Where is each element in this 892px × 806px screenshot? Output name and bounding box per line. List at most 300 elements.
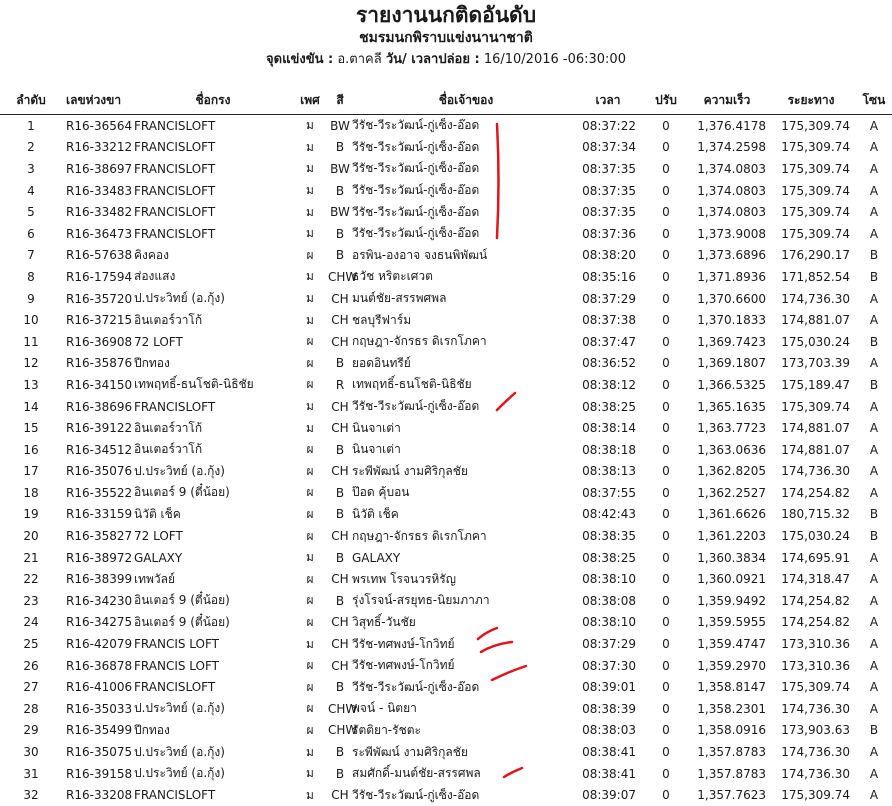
cell-speed: 1,359.9492 [688, 590, 772, 612]
cell-loft: FRANCISLOFT [134, 676, 292, 698]
cell-speed: 1,370.1833 [688, 309, 772, 331]
cell-time: 08:38:41 [580, 763, 644, 785]
cell-sex: ม [292, 396, 328, 418]
cell-loft: ป.ประวิทย์ (อ.กุ้ง) [134, 288, 292, 310]
cell-zone: A [856, 396, 892, 418]
cell-ring: R16-34512 [62, 439, 134, 461]
cell-ring: R16-38696 [62, 396, 134, 418]
table-row [0, 245, 892, 267]
cell-distance: 175,309.74 [772, 396, 856, 418]
cell-zone: A [856, 461, 892, 483]
cell-time: 08:38:03 [580, 720, 644, 742]
table-row [0, 568, 892, 590]
cell-loft: FRANCISLOFT [134, 784, 292, 806]
cell-adjust: 0 [644, 439, 688, 461]
cell-ring: R16-34275 [62, 612, 134, 634]
cell-distance: 180,715.32 [772, 504, 856, 526]
cell-zone: A [856, 763, 892, 785]
cell-loft: ปีกทอง [134, 720, 292, 742]
cell-time: 08:38:18 [580, 439, 644, 461]
cell-loft: ปีกทอง [134, 353, 292, 375]
cell-ring: R16-33208 [62, 784, 134, 806]
cell-rank: 14 [0, 396, 62, 418]
cell-sex: ม [292, 417, 328, 439]
cell-sex: ผ [292, 353, 328, 375]
cell-zone: A [856, 741, 892, 763]
table-row [0, 525, 892, 547]
cell-loft: FRANCISLOFT [134, 158, 292, 180]
cell-owner: รุ่งโรจน์-สรยุทธ-นิยมภาภา [352, 590, 580, 612]
cell-ring: R16-36473 [62, 223, 134, 245]
cell-time: 08:38:41 [580, 741, 644, 763]
cell-speed: 1,362.8205 [688, 461, 772, 483]
col-loft: ชื่อกรง [134, 86, 292, 115]
cell-adjust: 0 [644, 245, 688, 267]
cell-owner: รัตติยา-รัชตะ [352, 720, 580, 742]
cell-time: 08:38:10 [580, 568, 644, 590]
cell-color: B [328, 590, 352, 612]
cell-time: 08:37:47 [580, 331, 644, 353]
cell-sex: ผ [292, 331, 328, 353]
cell-sex: ผ [292, 568, 328, 590]
cell-sex: ม [292, 158, 328, 180]
cell-speed: 1,365.1635 [688, 396, 772, 418]
cell-adjust: 0 [644, 741, 688, 763]
cell-sex: ผ [292, 676, 328, 698]
cell-distance: 174,881.07 [772, 417, 856, 439]
cell-distance: 175,309.74 [772, 158, 856, 180]
cell-owner: สมศักดิ์-มนต์ชัย-สรรศพล [352, 763, 580, 785]
cell-time: 08:37:36 [580, 223, 644, 245]
cell-distance: 173,903.63 [772, 720, 856, 742]
cell-rank: 16 [0, 439, 62, 461]
cell-owner: พจน์ - นิตยา [352, 698, 580, 720]
cell-speed: 1,370.6600 [688, 288, 772, 310]
cell-loft: อินเตอร์ 9 (ตี๋น้อย) [134, 612, 292, 634]
cell-sex: ม [292, 223, 328, 245]
cell-ring: R16-35075 [62, 741, 134, 763]
cell-sex: ม [292, 115, 328, 137]
cell-owner: ป๊อด คุ้บอน [352, 482, 580, 504]
report-title: รายงานนกติดอันดับ [0, 0, 892, 28]
cell-rank: 6 [0, 223, 62, 245]
cell-distance: 175,309.74 [772, 115, 856, 137]
table-row [0, 504, 892, 526]
cell-time: 08:42:43 [580, 504, 644, 526]
cell-adjust: 0 [644, 201, 688, 223]
cell-distance: 174,318.47 [772, 568, 856, 590]
table-row [0, 374, 892, 396]
cell-loft: ป.ประวิทย์ (อ.กุ้ง) [134, 741, 292, 763]
cell-owner: วีรัช-วีระวัฒน์-กู่เซ็ง-อ๊อด [352, 223, 580, 245]
table-row [0, 482, 892, 504]
cell-speed: 1,369.7423 [688, 331, 772, 353]
cell-sex: ม [292, 784, 328, 806]
cell-color: CHW [328, 266, 352, 288]
cell-rank: 30 [0, 741, 62, 763]
cell-time: 08:38:13 [580, 461, 644, 483]
cell-adjust: 0 [644, 698, 688, 720]
cell-color: CH [328, 461, 352, 483]
cell-speed: 1,357.8783 [688, 763, 772, 785]
cell-owner: วิสุทธิ์-วันชัย [352, 612, 580, 634]
cell-rank: 22 [0, 568, 62, 590]
cell-time: 08:39:01 [580, 676, 644, 698]
cell-ring: R16-35876 [62, 353, 134, 375]
cell-speed: 1,373.6896 [688, 245, 772, 267]
cell-ring: R16-33483 [62, 180, 134, 202]
cell-adjust: 0 [644, 331, 688, 353]
cell-owner: วีรัช-วีระวัฒน์-กู่เซ็ง-อ๊อด [352, 201, 580, 223]
cell-rank: 19 [0, 504, 62, 526]
table-row [0, 331, 892, 353]
cell-time: 08:38:14 [580, 417, 644, 439]
cell-rank: 12 [0, 353, 62, 375]
cell-rank: 11 [0, 331, 62, 353]
cell-time: 08:37:35 [580, 180, 644, 202]
cell-zone: A [856, 784, 892, 806]
cell-sex: ม [292, 201, 328, 223]
cell-zone: A [856, 482, 892, 504]
cell-distance: 174,881.07 [772, 439, 856, 461]
cell-distance: 175,189.47 [772, 374, 856, 396]
cell-loft: FRANCIS LOFT [134, 655, 292, 677]
cell-adjust: 0 [644, 158, 688, 180]
cell-speed: 1,374.0803 [688, 201, 772, 223]
cell-rank: 3 [0, 158, 62, 180]
cell-speed: 1,357.8783 [688, 741, 772, 763]
cell-rank: 31 [0, 763, 62, 785]
cell-loft: อินเตอร์ 9 (ตี๋น้อย) [134, 482, 292, 504]
cell-speed: 1,358.8147 [688, 676, 772, 698]
table-row [0, 461, 892, 483]
cell-distance: 171,852.54 [772, 266, 856, 288]
cell-rank: 2 [0, 137, 62, 159]
cell-owner: วีรัช-วีระวัฒน์-กู่เซ็ง-อ๊อด [352, 396, 580, 418]
cell-owner: ระพีพัฒน์ งามศิริกุลชัย [352, 741, 580, 763]
cell-sex: ม [292, 633, 328, 655]
release-info [0, 50, 892, 70]
cell-owner: อรพิน-องอาจ จงธนพิพัฒน์ [352, 245, 580, 267]
cell-speed: 1,369.1807 [688, 353, 772, 375]
cell-rank: 28 [0, 698, 62, 720]
cell-loft: ส่องแสง [134, 266, 292, 288]
cell-ring: R16-35076 [62, 461, 134, 483]
table-row [0, 115, 892, 137]
cell-color: CH [328, 309, 352, 331]
cell-ring: R16-38972 [62, 547, 134, 569]
col-sex: เพศ [292, 86, 328, 115]
cell-loft: FRANCISLOFT [134, 180, 292, 202]
cell-ring: R16-33159 [62, 504, 134, 526]
cell-owner: ยอดอินทรีย์ [352, 353, 580, 375]
cell-color: CH [328, 396, 352, 418]
cell-time: 08:38:10 [580, 612, 644, 634]
table-row [0, 180, 892, 202]
cell-distance: 175,309.74 [772, 784, 856, 806]
cell-speed: 1,366.5325 [688, 374, 772, 396]
cell-sex: ม [292, 763, 328, 785]
cell-rank: 15 [0, 417, 62, 439]
table-row [0, 741, 892, 763]
cell-zone: A [856, 309, 892, 331]
cell-sex: ผ [292, 590, 328, 612]
cell-loft: เทพวัลย์ [134, 568, 292, 590]
release-point-label: จุดแข่งขัน : [266, 52, 333, 67]
cell-time: 08:38:35 [580, 525, 644, 547]
cell-zone: A [856, 590, 892, 612]
cell-speed: 1,359.4747 [688, 633, 772, 655]
cell-owner: ระพีพัฒน์ งามศิริกุลชัย [352, 461, 580, 483]
cell-sex: ผ [292, 612, 328, 634]
cell-adjust: 0 [644, 396, 688, 418]
cell-distance: 174,736.30 [772, 288, 856, 310]
cell-color: CH [328, 568, 352, 590]
cell-ring: R16-39158 [62, 763, 134, 785]
table-row [0, 396, 892, 418]
cell-time: 08:37:35 [580, 201, 644, 223]
cell-ring: R16-34230 [62, 590, 134, 612]
cell-adjust: 0 [644, 720, 688, 742]
report-subtitle: ชมรมนกพิราบแข่งนานาชาติ [0, 28, 892, 48]
cell-loft: ป.ประวิทย์ (อ.กุ้ง) [134, 763, 292, 785]
cell-ring: R16-41006 [62, 676, 134, 698]
cell-sex: ม [292, 180, 328, 202]
cell-zone: A [856, 547, 892, 569]
cell-adjust: 0 [644, 461, 688, 483]
cell-color: B [328, 439, 352, 461]
cell-distance: 174,736.30 [772, 763, 856, 785]
cell-color: B [328, 223, 352, 245]
table-row [0, 158, 892, 180]
cell-sex: ผ [292, 439, 328, 461]
cell-zone: A [856, 115, 892, 137]
col-rank: ลำดับ [0, 86, 62, 115]
cell-loft: 72 LOFT [134, 331, 292, 353]
cell-color: B [328, 504, 352, 526]
cell-rank: 5 [0, 201, 62, 223]
table-row [0, 137, 892, 159]
cell-rank: 23 [0, 590, 62, 612]
cell-distance: 174,736.30 [772, 461, 856, 483]
col-zone: โซน [856, 86, 892, 115]
cell-color: B [328, 763, 352, 785]
cell-loft: FRANCIS LOFT [134, 633, 292, 655]
cell-color: CH [328, 633, 352, 655]
cell-speed: 1,359.5955 [688, 612, 772, 634]
cell-sex: ผ [292, 245, 328, 267]
cell-zone: A [856, 180, 892, 202]
cell-color: CH [328, 417, 352, 439]
cell-adjust: 0 [644, 223, 688, 245]
cell-zone: A [856, 612, 892, 634]
cell-zone: B [856, 245, 892, 267]
cell-adjust: 0 [644, 655, 688, 677]
cell-speed: 1,360.0921 [688, 568, 772, 590]
cell-speed: 1,374.0803 [688, 158, 772, 180]
cell-adjust: 0 [644, 353, 688, 375]
cell-time: 08:38:08 [580, 590, 644, 612]
cell-zone: A [856, 288, 892, 310]
cell-ring: R16-17594 [62, 266, 134, 288]
cell-color: CH [328, 612, 352, 634]
cell-owner: นิวัติ เช็ค [352, 504, 580, 526]
table-row [0, 266, 892, 288]
cell-sex: ม [292, 266, 328, 288]
cell-time: 08:38:25 [580, 396, 644, 418]
cell-rank: 17 [0, 461, 62, 483]
col-owner: ชื่อเจ้าของ [352, 86, 580, 115]
cell-adjust: 0 [644, 309, 688, 331]
cell-adjust: 0 [644, 180, 688, 202]
cell-adjust: 0 [644, 504, 688, 526]
cell-adjust: 0 [644, 482, 688, 504]
cell-zone: A [856, 676, 892, 698]
cell-adjust: 0 [644, 547, 688, 569]
cell-distance: 175,309.74 [772, 137, 856, 159]
cell-loft: FRANCISLOFT [134, 115, 292, 137]
cell-rank: 24 [0, 612, 62, 634]
cell-time: 08:37:35 [580, 158, 644, 180]
cell-rank: 13 [0, 374, 62, 396]
cell-ring: R16-38399 [62, 568, 134, 590]
cell-zone: B [856, 266, 892, 288]
cell-speed: 1,358.2301 [688, 698, 772, 720]
cell-loft: FRANCISLOFT [134, 201, 292, 223]
cell-ring: R16-33212 [62, 137, 134, 159]
cell-zone: B [856, 331, 892, 353]
table-row [0, 590, 892, 612]
cell-speed: 1,374.2598 [688, 137, 772, 159]
cell-ring: R16-38697 [62, 158, 134, 180]
table-row [0, 201, 892, 223]
cell-zone: A [856, 568, 892, 590]
cell-time: 08:37:38 [580, 309, 644, 331]
cell-rank: 32 [0, 784, 62, 806]
cell-rank: 20 [0, 525, 62, 547]
cell-ring: R16-42079 [62, 633, 134, 655]
table-row [0, 612, 892, 634]
cell-time: 08:38:25 [580, 547, 644, 569]
cell-owner: ชลบุรีฟาร์ม [352, 309, 580, 331]
cell-loft: ป.ประวิทย์ (อ.กุ้ง) [134, 461, 292, 483]
cell-color: BW [328, 158, 352, 180]
cell-speed: 1,376.4178 [688, 115, 772, 137]
cell-sex: ผ [292, 525, 328, 547]
cell-color: R [328, 374, 352, 396]
cell-ring: R16-33482 [62, 201, 134, 223]
cell-color: B [328, 180, 352, 202]
cell-zone: B [856, 720, 892, 742]
cell-zone: A [856, 223, 892, 245]
table-row [0, 547, 892, 569]
cell-distance: 176,290.17 [772, 245, 856, 267]
cell-owner: นินจาเต่า [352, 439, 580, 461]
cell-sex: ผ [292, 655, 328, 677]
cell-owner: เทพฤทธิ์-ธนโชติ-นิธิชัย [352, 374, 580, 396]
cell-zone: A [856, 439, 892, 461]
cell-distance: 173,310.36 [772, 633, 856, 655]
cell-distance: 174,254.82 [772, 590, 856, 612]
cell-rank: 26 [0, 655, 62, 677]
cell-speed: 1,359.2970 [688, 655, 772, 677]
cell-time: 08:37:55 [580, 482, 644, 504]
cell-speed: 1,371.8936 [688, 266, 772, 288]
cell-loft: อินเตอร์วาโก้ [134, 439, 292, 461]
cell-distance: 173,310.36 [772, 655, 856, 677]
cell-color: BW [328, 201, 352, 223]
cell-loft: เทพฤทธิ์-ธนโชติ-นิธิชัย [134, 374, 292, 396]
cell-owner: ธวัช หริตะเศวต [352, 266, 580, 288]
cell-rank: 27 [0, 676, 62, 698]
cell-distance: 175,309.74 [772, 180, 856, 202]
cell-speed: 1,358.0916 [688, 720, 772, 742]
cell-sex: ม [292, 547, 328, 569]
cell-speed: 1,374.0803 [688, 180, 772, 202]
cell-speed: 1,360.3834 [688, 547, 772, 569]
cell-sex: ม [292, 137, 328, 159]
cell-speed: 1,361.2203 [688, 525, 772, 547]
cell-rank: 10 [0, 309, 62, 331]
cell-ring: R16-39122 [62, 417, 134, 439]
cell-owner: วีรัช-ทศพงษ์-โกวิทย์ [352, 633, 580, 655]
table-row [0, 763, 892, 785]
cell-adjust: 0 [644, 288, 688, 310]
col-speed: ความเร็ว [688, 86, 772, 115]
cell-zone: A [856, 417, 892, 439]
table-row [0, 676, 892, 698]
cell-owner: วีรัช-วีระวัฒน์-กู่เซ็ง-อ๊อด [352, 180, 580, 202]
cell-rank: 1 [0, 115, 62, 137]
table-body [0, 115, 892, 806]
cell-sex: ผ [292, 482, 328, 504]
cell-loft: อินเตอร์ 9 (ตี๋น้อย) [134, 590, 292, 612]
cell-owner: มนต์ชัย-สรรพศพล [352, 288, 580, 310]
cell-color: CH [328, 525, 352, 547]
col-time: เวลา [580, 86, 644, 115]
cell-color: B [328, 245, 352, 267]
cell-adjust: 0 [644, 612, 688, 634]
cell-color: CHW [328, 720, 352, 742]
cell-owner: วีรัช-วีระวัฒน์-กู่เซ็ง-อ๊อด [352, 784, 580, 806]
cell-color: CH [328, 331, 352, 353]
cell-adjust: 0 [644, 633, 688, 655]
cell-adjust: 0 [644, 763, 688, 785]
cell-distance: 174,736.30 [772, 698, 856, 720]
table-row [0, 633, 892, 655]
cell-distance: 175,030.24 [772, 525, 856, 547]
cell-loft: FRANCISLOFT [134, 137, 292, 159]
cell-ring: R16-36878 [62, 655, 134, 677]
cell-adjust: 0 [644, 266, 688, 288]
cell-owner: วีรัช-วีระวัฒน์-กู่เซ็ง-อ๊อด [352, 115, 580, 137]
cell-zone: A [856, 698, 892, 720]
cell-distance: 175,309.74 [772, 201, 856, 223]
cell-ring: R16-34150 [62, 374, 134, 396]
release-point-value: อ.ตาคลี [337, 52, 381, 67]
cell-distance: 174,254.82 [772, 482, 856, 504]
cell-adjust: 0 [644, 676, 688, 698]
cell-sex: ม [292, 741, 328, 763]
cell-owner: กฤษฎา-จักรธร ดิเรกโภคา [352, 525, 580, 547]
cell-color: BW [328, 115, 352, 137]
cell-loft: อินเตอร์วาโก้ [134, 417, 292, 439]
table-row [0, 288, 892, 310]
cell-ring: R16-35827 [62, 525, 134, 547]
cell-distance: 174,736.30 [772, 741, 856, 763]
cell-distance: 174,254.82 [772, 612, 856, 634]
cell-distance: 175,030.24 [772, 331, 856, 353]
